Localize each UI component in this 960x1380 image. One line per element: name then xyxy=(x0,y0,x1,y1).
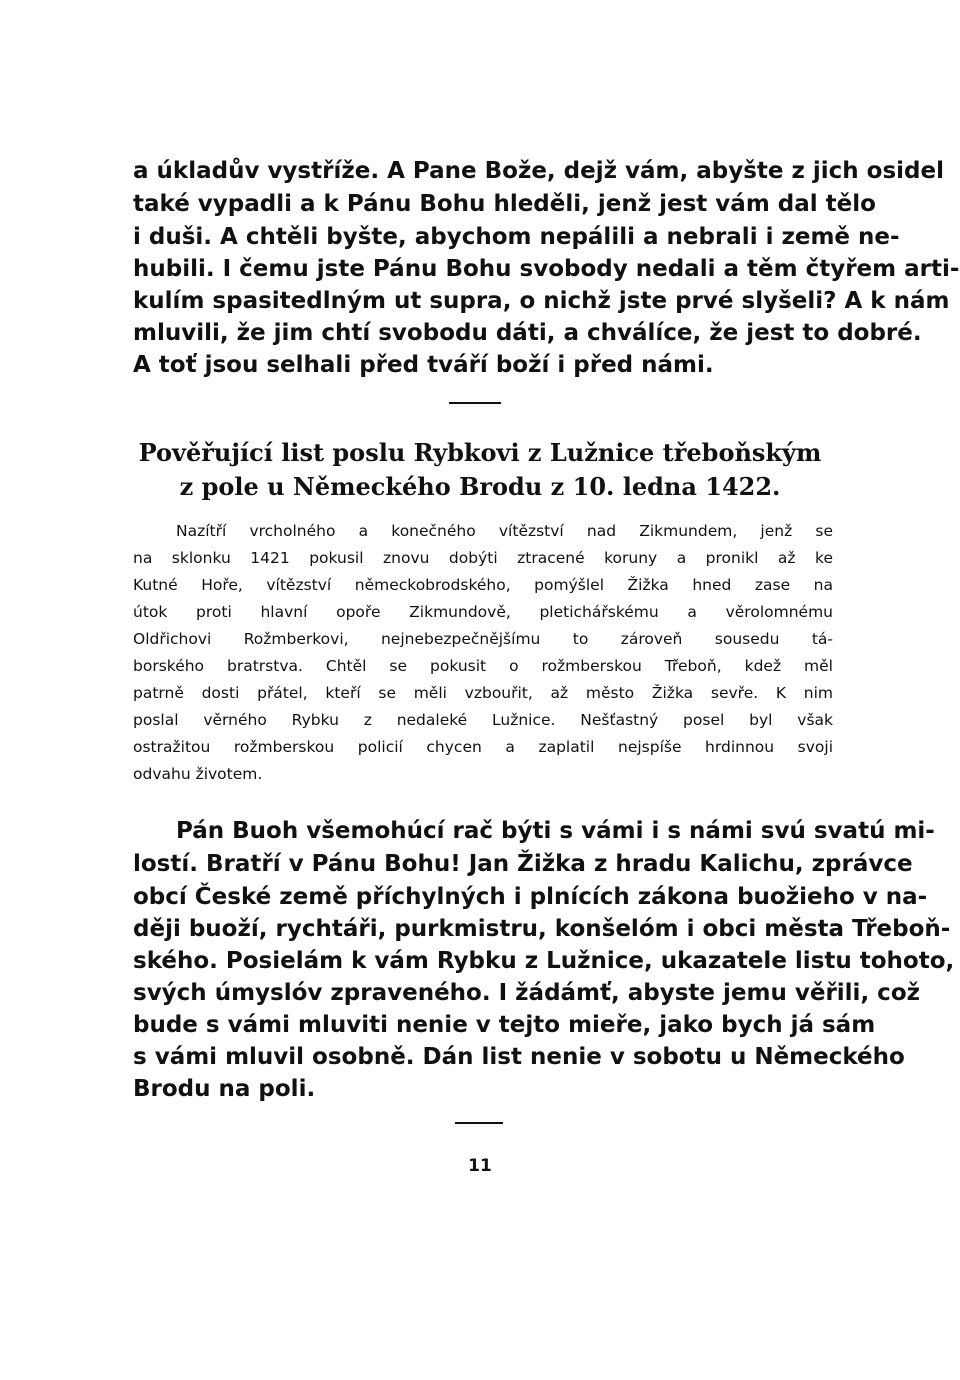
text-line: A toť jsou selhali před tváří boží i před námi. xyxy=(133,352,714,378)
text-line: i duši. A chtěli byšte, abychom nepálili a nebrali i země ne- xyxy=(133,224,900,250)
text-line: Nazítří vrcholného a konečného vítězství nad Zikmundem, jenž se xyxy=(176,522,833,540)
text-line: na sklonku 1421 pokusil znovu dobýti ztracené koruny a pronikl až ke xyxy=(133,549,833,567)
text-line: mluvili, že jim chtí svobodu dáti, a chválíce, že jest to dobré. xyxy=(133,320,922,346)
heading-line: z pole u Německého Brodu z 10. ledna 1422. xyxy=(179,472,781,501)
page-number: 11 xyxy=(468,1156,492,1176)
text-line: útok proti hlavní opoře Zikmundově, pletichářskému a věrolomnému xyxy=(133,603,833,621)
text-line: odvahu životem. xyxy=(133,765,263,783)
text-line: s vámi mluvil osobně. Dán list nenie v sobotu u Německého xyxy=(133,1044,905,1070)
heading-line: Pověřující list poslu Rybkovi z Lužnice třeboňským xyxy=(138,438,822,467)
text-line: ostražitou rožmberskou policií chycen a zaplatil nejspíše hrdinnou svoji xyxy=(133,738,833,756)
text-line: Brodu na poli. xyxy=(133,1076,316,1102)
text-line: patrně dosti přátel, kteří se měli vzbouřit, až město Žižka sevře. K nim xyxy=(133,684,833,702)
text-line: poslal věrného Rybku z nedaleké Lužnice. Nešťastný posel byl však xyxy=(133,711,833,729)
text-line: kulím spasitedlným ut supra, o nichž jste prvé slyšeli? A k nám xyxy=(133,288,950,314)
section-divider xyxy=(449,402,501,404)
text-line: hubili. I čemu jste Pánu Bohu svobody nedali a těm čtyřem arti- xyxy=(133,256,960,282)
text-line: borského bratrstva. Chtěl se pokusit o rožmberskou Třeboň, kdež měl xyxy=(133,657,833,675)
text-line: svých úmyslóv zpraveného. I žádámť, abyste jemu věřili, což xyxy=(133,980,921,1006)
text-line: obcí České země příchylných i plnících zákona buožieho v na- xyxy=(133,884,928,910)
text-line: Oldřichovi Rožmberkovi, nejnebezpečnějšímu to zároveň sousedu tá- xyxy=(133,630,833,648)
text-line: také vypadli a k Pánu Bohu hleděli, jenž jest vám dal tělo xyxy=(133,191,876,217)
text-line: a úkladův vystříže. A Pane Bože, dejž vám, abyšte z jich osidel xyxy=(133,158,945,184)
text-line: Kutné Hoře, vítězství německobrodského, pomýšlel Žižka hned zase na xyxy=(133,576,833,594)
text-line: ského. Posielám k vám Rybku z Lužnice, ukazatele listu tohoto, xyxy=(133,948,955,974)
text-line: Pán Buoh všemohúcí rač býti s vámi i s námi svú svatú mi- xyxy=(176,818,935,844)
text-line: ději buoží, rychtáři, purkmistru, konšelóm i obci města Třeboň- xyxy=(133,916,951,942)
closing-divider xyxy=(455,1122,503,1124)
text-line: lostí. Bratří v Pánu Bohu! Jan Žižka z hradu Kalichu, zprávce xyxy=(133,851,913,877)
text-line: bude s vámi mluviti nenie v tejto mieře, jako bych já sám xyxy=(133,1012,876,1038)
